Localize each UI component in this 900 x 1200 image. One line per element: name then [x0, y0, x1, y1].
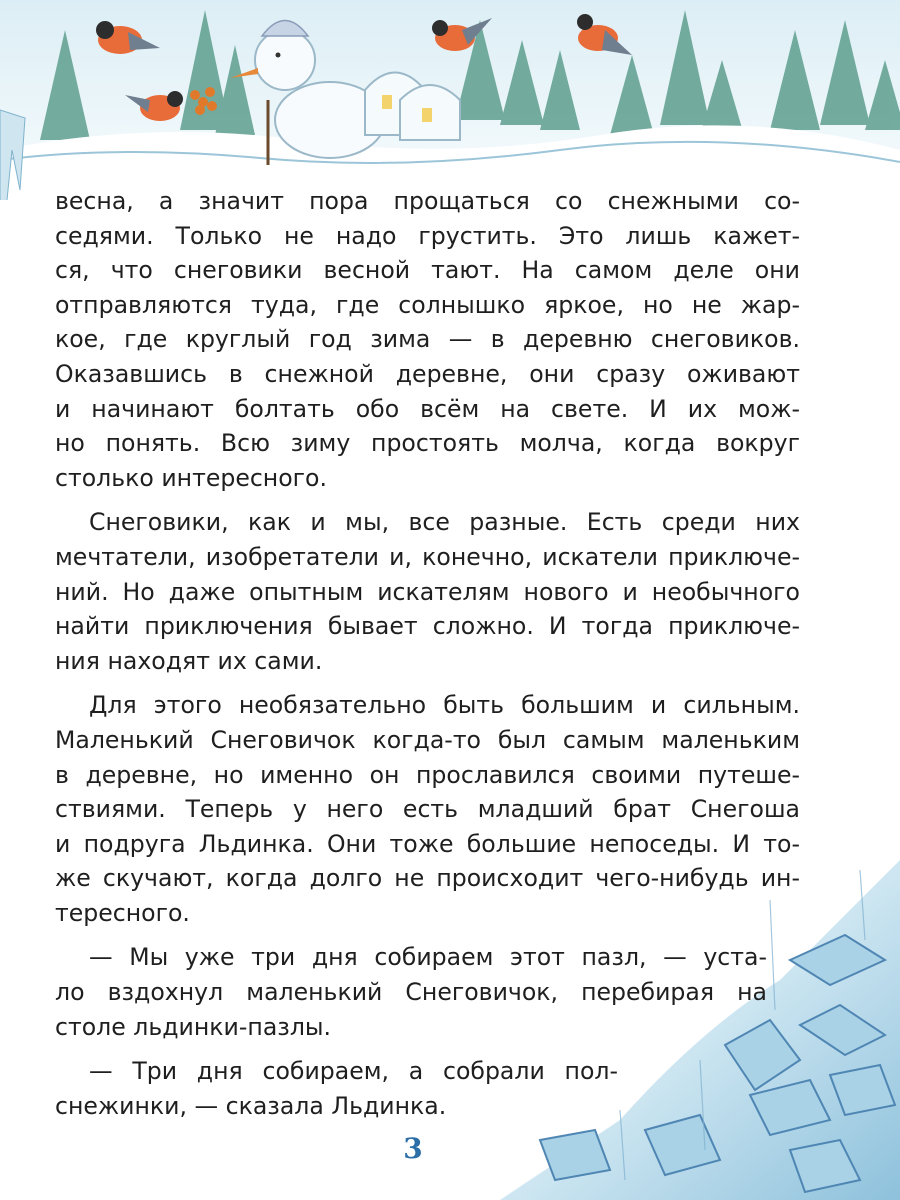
- text-line: столе льдинки-пазлы.: [55, 1012, 332, 1041]
- text-line: ся, что снеговики весной тают. На самом деле они: [55, 256, 800, 285]
- dialogue-paragraph: [55, 1054, 618, 1123]
- text-line: весна, а значит пора прощаться со снежными со-: [55, 187, 800, 215]
- paragraph: [55, 505, 800, 678]
- text-line: и начинают болтать обо всём на свете. И их мож-: [55, 394, 800, 423]
- text-line: — Мы уже три дня собираем этот пазл, — уста-: [89, 943, 767, 972]
- text-line: в деревне, но именно он прославился своими путеше-: [55, 760, 800, 789]
- text-line: Оказавшись в снежной деревне, они сразу оживают: [55, 359, 800, 388]
- dialogue-paragraph: [55, 940, 767, 1044]
- text-line: найти приключения бывает сложно. И тогда приключе-: [55, 612, 800, 641]
- text-line: ния находят их сами.: [55, 646, 323, 675]
- text-line: ний. Но даже опытным искателям нового и необычного: [55, 577, 800, 606]
- text-line: же скучают, когда долго не происходит чего-нибудь ин-: [55, 864, 800, 893]
- text-line: Снеговики, как и мы, все разные. Есть среди них: [89, 508, 800, 537]
- paragraph: [55, 688, 800, 930]
- text-line: Маленький Снеговичок когда-то был самым маленьким: [55, 725, 800, 754]
- text-line: кое, где круглый год зима — в деревню снеговиков.: [55, 325, 800, 354]
- text-line: ствиями. Теперь у него есть младший брат Снегоша: [55, 795, 800, 824]
- text-line: Для этого необязательно быть большим и сильным.: [89, 691, 800, 720]
- text-line: но понять. Всю зиму простоять молча, когда вокруг: [55, 429, 800, 458]
- page-number: 3: [403, 1132, 423, 1165]
- winter-scene-illustration: [0, 0, 900, 200]
- text-line: ло вздохнул маленький Снеговичок, перебирая на: [55, 978, 767, 1007]
- story-text: [55, 184, 800, 1133]
- text-line: мечтатели, изобретатели и, конечно, искатели приключе-: [55, 542, 800, 571]
- text-line: столько интересного.: [55, 463, 327, 492]
- paragraph: [55, 184, 800, 495]
- text-line: снежинки, — сказала Льдинка.: [55, 1091, 447, 1120]
- text-line: тересного.: [55, 898, 190, 927]
- text-line: отправляются туда, где солнышко яркое, но не жар-: [55, 290, 800, 319]
- text-line: седями. Только не надо грустить. Это лишь кажет-: [55, 221, 800, 250]
- text-line: — Три дня собираем, а собрали пол-: [89, 1057, 618, 1086]
- text-line: и подруга Льдинка. Они тоже большие непоседы. И то-: [55, 829, 800, 858]
